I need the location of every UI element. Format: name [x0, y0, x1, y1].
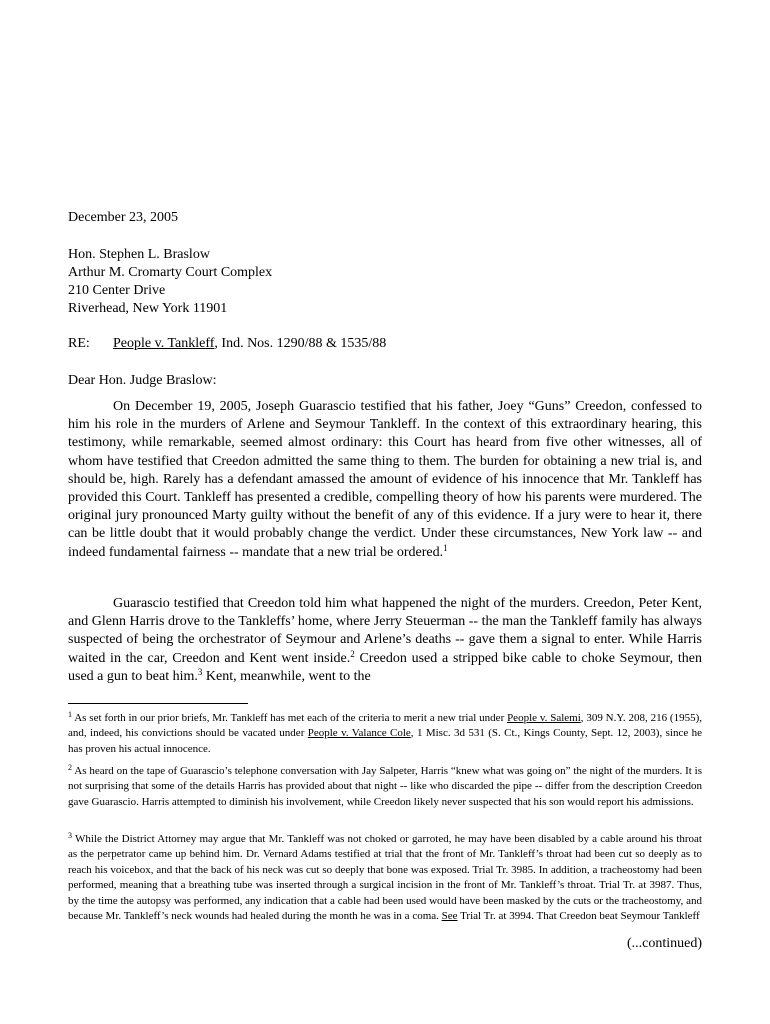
- continued-marker: (...continued): [626, 936, 702, 951]
- footnote-number: 1: [68, 710, 72, 719]
- footnote-ref-1: 1: [443, 542, 448, 553]
- citation-signal: See: [441, 910, 458, 923]
- footnote-text: , 309 N.Y. 208, 216 (1955), and, indeed, his convictions should be vacated under: [68, 712, 702, 740]
- re-label: RE:: [68, 336, 90, 351]
- footnote-text: As set forth in our prior briefs, Mr. Tankleff has met each of the criteria to merit a new trial under: [72, 712, 508, 724]
- footnote-3: [68, 832, 702, 924]
- footnote-divider: [68, 703, 248, 704]
- recipient-address: [68, 246, 272, 318]
- address-line: Arthur M. Cromarty Court Complex: [68, 265, 273, 280]
- body-paragraph-1: [68, 398, 702, 562]
- case-citation: People v. Salemi: [507, 712, 581, 724]
- address-line: Hon. Stephen L. Braslow: [68, 247, 210, 262]
- footnote-text: , 1 Misc. 3d 531 (S. Ct., Kings County, Sept. 12, 2003), since he has proven his actual innocence.: [68, 727, 702, 755]
- footnote-text: Trial Tr. at 3994. That Creedon beat Seymour Tankleff: [457, 910, 700, 923]
- footnote-1: [68, 711, 702, 757]
- paragraph-text: Guarascio testified that Creedon told him what happened the night of the murders. Creedon, Peter Kent, and Glenn Harris drove to the Tankleffs’ home, where Jerry Steuerman -- the man the Tankleff family has always suspected of being the orchestrator of Seymour and Arlene’s deaths -- gave them a signal to enter. While Harris waited in the car, Creedon and Kent went inside.: [68, 596, 702, 666]
- paragraph-text: Kent, meanwhile, went to the: [202, 668, 371, 684]
- footnote-text: While the District Attorney may argue that Mr. Tankleff was not choked or garroted, he may have been disabled by a cable around his throat as the perpetrator came up behind him. Dr. Vernard Adams testified at trial that the front of Mr. Tankleff’s throat had been cut so deeply as to reach his voicebox, and that the back of his neck was cut so deeply that bone was exposed. Trial Tr. 3985. In addition, a tracheostomy had been performed, meaning that a breathing tube was inserted through a surgical incision in the front of Mr. Tankleff’s throat. Trial Tr. at 3987. Thus, by the time the autopsy was performed, any indication that a cable had been used would have been masked by the cuts or the tracheostomy, and because Mr. Tankleff’s neck wounds had healed during the month he was in a coma.: [68, 833, 702, 923]
- footnote-2: [68, 764, 702, 810]
- footnote-ref-2: 2: [350, 648, 355, 659]
- body-paragraph-2: [68, 595, 702, 686]
- paragraph-text: Creedon used a stripped bike cable to choke Seymour, then used a gun to beat him.: [68, 650, 702, 684]
- re-case-numbers: , Ind. Nos. 1290/88 & 1535/88: [214, 336, 387, 351]
- re-case-name: People v. Tankleff: [113, 336, 215, 351]
- footnote-ref-3: 3: [197, 666, 203, 677]
- letter-date: December 23, 2005: [68, 210, 179, 225]
- re-line: [68, 335, 386, 353]
- paragraph-text: On December 19, 2005, Joseph Guarascio testified that his father, Joey “Guns” Creedon, confessed to him his role in the murders of Arlene and Seymour Tankleff. In the context of this extraordinary hearing, this testimony, while remarkable, seemed almost ordinary: this Court has heard from five other witnesses, all of whom have testified that Creedon admitted the same thing to them. The burden for obtaining a new trial is, and should be, high. Rarely has a defendant amassed the amount of evidence of his innocence that Mr. Tankleff has provided this Court. Tankleff has presented a credible, compelling theory of how his parents were murdered. The original jury pronounced Marty guilty without the benefit of any of this evidence. If a jury were to hear it, there can be little doubt that it would probably change the verdict. Under these circumstances, New York law -- and indeed fundamental fairness -- mandate that a new trial be ordered.: [68, 399, 702, 560]
- salutation: Dear Hon. Judge Braslow:: [68, 373, 217, 388]
- footnote-number: 2: [68, 763, 72, 772]
- address-line: 210 Center Drive: [68, 283, 166, 298]
- footnote-number: 3: [68, 831, 72, 840]
- address-line: Riverhead, New York 11901: [68, 301, 228, 316]
- case-citation: People v. Valance Cole: [307, 727, 411, 740]
- footnote-text: As heard on the tape of Guarascio’s telephone conversation with Jay Salpeter, Harris “knew what was going on” the night of the murders. It is not surprising that some of the details Harris has provided about that night -- like who discarded the pipe -- differ from the description Creedon gave Guarascio. Harris attempted to diminish his involvement, while Creedon likely never suspected that his son would report his admissions.: [68, 765, 702, 808]
